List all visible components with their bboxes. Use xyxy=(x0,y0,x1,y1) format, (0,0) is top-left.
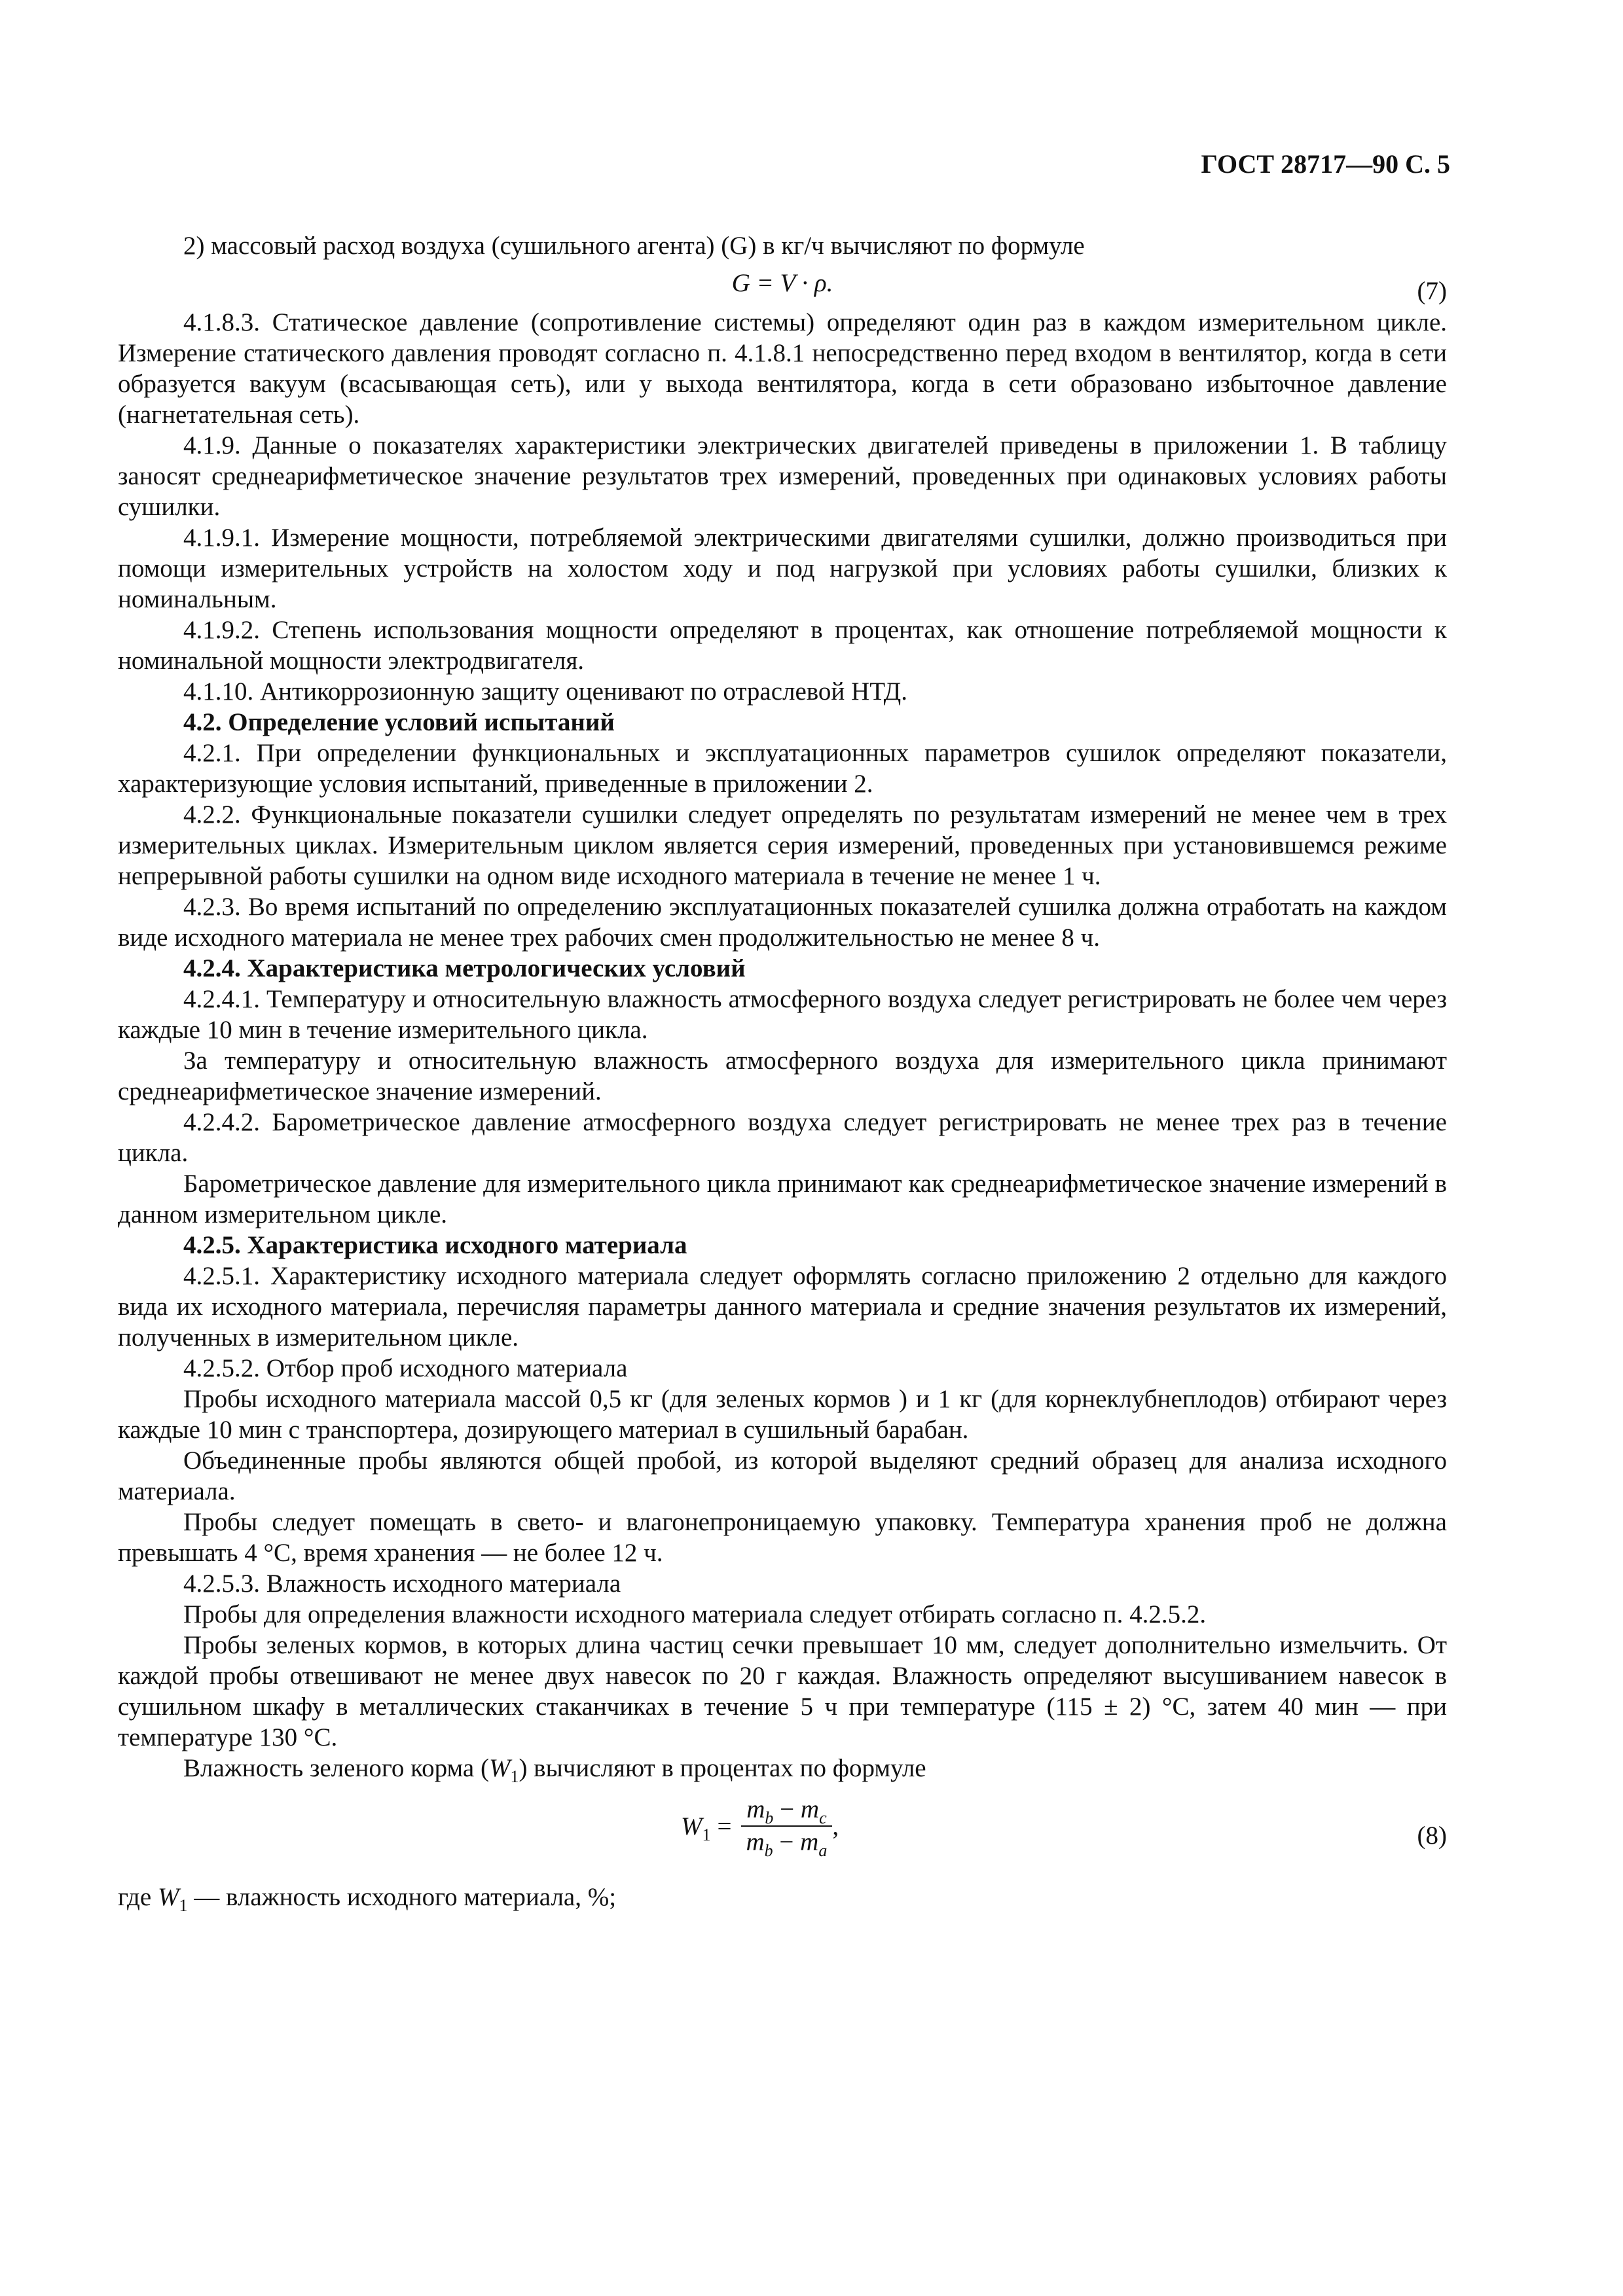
paragraph-4-2-5-1: 4.2.5.1. Характеристику исходного материала следует оформлять согласно приложению 2 отдельно для каждого вида их исходного материала, перечисляя параметры данного материала и средние значения результатов их измерений, полученных в измерительном цикле. xyxy=(118,1262,1447,1352)
paragraph-4-1-9-2: 4.1.9.2. Степень использования мощности определяют в процентах, как отношение потребляемой мощности к номинальной мощности электродвигателя. xyxy=(118,616,1447,675)
document-body xyxy=(118,230,1447,1915)
paragraph-4-2-5-3: 4.2.5.3. Влажность исходного материала xyxy=(183,1570,621,1598)
paragraph-4-1-9-1: 4.1.9.1. Измерение мощности, потребляемой электрическими двигателями сушилки, должно производиться при помощи измерительных устройств на холостом ходу и под нагрузкой при условиях работы сушилки, близких к номинальным. xyxy=(118,524,1447,613)
formula-7 xyxy=(118,261,1447,307)
paragraph-moisture-sampling: Пробы для определения влажности исходного материала следует отбирать согласно п. 4.2.5.2. xyxy=(183,1600,1207,1628)
formula-7-expression: G = V · ρ. xyxy=(731,269,833,297)
formula-8-fraction xyxy=(741,1794,833,1858)
variable-w: W xyxy=(488,1754,511,1782)
denominator-term-a: m xyxy=(746,1828,765,1856)
formula-8-expression xyxy=(681,1794,839,1858)
paragraph-4-2-5-2: 4.2.5.2. Отбор проб исходного материала xyxy=(183,1354,628,1382)
paragraph-4-2-4-2: 4.2.4.2. Барометрическое давление атмосферного воздуха следует регистрировать не менее трех раз в течение цикла. xyxy=(118,1108,1447,1167)
paragraph-sample-storage: Пробы следует помещать в свето- и влагонепроницаемую упаковку. Температура хранения проб не должна превышать 4 °С, время хранения — не более 12 ч. xyxy=(118,1508,1447,1567)
text-fragment: Влажность зеленого корма ( xyxy=(183,1754,489,1782)
paragraph-moisture-formula-intro xyxy=(118,1753,1447,1784)
paragraph-sample-mass: Пробы исходного материала массой 0,5 кг (для зеленых кормов ) и 1 кг (для корнеклубнеплодов) отбирают через каждые 10 мин с транспортера, дозирующего материал в сушильный барабан. xyxy=(118,1385,1447,1444)
paragraph-4-2-4-1: 4.2.4.1. Температуру и относительную влажность атмосферного воздуха следует регистрировать не более чем через каждые 10 мин в течение измерительного цикла. xyxy=(118,985,1447,1044)
paragraph-green-feed-drying: Пробы зеленых кормов, в которых длина частиц сечки превышает 10 мм, следует дополнительно измельчить. От каждой пробы отвешивают не менее двух навесок по 20 г каждая. Влажность определяют высушиванием навесок в сушильном шкафу в металлических стаканчиках в течение 5 ч при температуре (115 ± 2) °С, затем 40 мин — при температуре 130 °С. xyxy=(118,1631,1447,1751)
paragraph-4-2-1: 4.2.1. При определении функциональных и эксплуатационных параметров сушилок определяют показатели, характеризующие условия испытаний, приведенные в приложении 2. xyxy=(118,739,1447,798)
section-heading-4-2-4: 4.2.4. Характеристика метрологических условий xyxy=(183,954,746,982)
denominator-minus: − xyxy=(773,1828,801,1856)
denominator-term-b: m xyxy=(800,1828,819,1856)
paragraph-combined-samples: Объединенные пробы являются общей пробой, из которой выделяют средний образец для анализа исходного материала. xyxy=(118,1446,1447,1505)
paragraph-4-2-2: 4.2.2. Функциональные показатели сушилки следует определять по результатам измерений не менее чем в трех измерительных циклах. Измерительным циклом является серия измерений, проведенных при установившемся режиме непрерывной работы сушилки на одном виде исходного материала в течение не менее 1 ч. xyxy=(118,800,1447,890)
numerator-term-a: m xyxy=(746,1795,765,1823)
denominator-term-a-sub: b xyxy=(764,1840,773,1860)
paragraph-temperature-average: За температуру и относительную влажность атмосферного воздуха для измерительного цикла принимают среднеарифметическое значение измерений. xyxy=(118,1047,1447,1105)
formula-8-lhs-sub: 1 xyxy=(702,1825,711,1844)
paragraph-where-w1 xyxy=(118,1882,1447,1915)
numerator-term-b-sub: c xyxy=(819,1808,827,1827)
formula-8-comma: , xyxy=(832,1812,839,1840)
section-heading-4-2-5: 4.2.5. Характеристика исходного материала xyxy=(183,1231,687,1259)
document-header: ГОСТ 28717—90 С. 5 xyxy=(1201,149,1450,179)
formula-8-denominator xyxy=(741,1827,833,1858)
variable-w-subscript: 1 xyxy=(510,1767,519,1786)
variable-w-subscript: 1 xyxy=(179,1895,188,1915)
text-fragment: где xyxy=(118,1883,158,1911)
formula-8-equals: = xyxy=(717,1812,732,1840)
numerator-term-a-sub: b xyxy=(765,1808,774,1827)
formula-8-lhs-var: W xyxy=(681,1812,702,1840)
numerator-minus: − xyxy=(773,1795,801,1823)
text-fragment: ) вычисляют в процентах по формуле xyxy=(519,1754,926,1782)
denominator-term-b-sub: a xyxy=(818,1840,828,1860)
paragraph-pressure-average: Барометрическое давление для измерительного цикла принимают как среднеарифметическое значение измерений в данном измерительном цикле. xyxy=(118,1170,1447,1229)
text-fragment: — влажность исходного материала, %; xyxy=(187,1883,617,1911)
formula-7-number: (7) xyxy=(1417,277,1447,305)
variable-w: W xyxy=(157,1883,179,1911)
formula-8-number: (8) xyxy=(1417,1821,1447,1850)
paragraph-4-1-8-3: 4.1.8.3. Статическое давление (сопротивление системы) определяют один раз в каждом измерительном цикле. Измерение статического давления проводят согласно п. 4.1.8.1 непосредственно перед входом в вентилятор, когда в сети образуется вакуум (всасывающая сеть), или у выхода вентилятора, когда в сети образовано избыточное давление (нагнетательная сеть). xyxy=(118,308,1447,429)
formula-8 xyxy=(118,1784,1447,1882)
formula-8-lhs xyxy=(681,1811,711,1842)
paragraph-4-2-3: 4.2.3. Во время испытаний по определению эксплуатационных показателей сушилка должна отработать на каждом виде исходного материала не менее трех рабочих смен продолжительностью не менее 8 ч. xyxy=(118,893,1447,952)
section-heading-4-2: 4.2. Определение условий испытаний xyxy=(183,708,615,736)
formula-8-numerator xyxy=(741,1794,831,1827)
paragraph-4-1-9: 4.1.9. Данные о показателях характеристики электрических двигателей приведены в приложении 1. В таблицу заносят среднеарифметическое значение результатов трех измерений, проведенных при одинаковых условиях работы сушилки. xyxy=(118,431,1447,521)
paragraph-4-1-10: 4.1.10. Антикоррозионную защиту оценивают по отраслевой НТД. xyxy=(183,677,907,706)
numerator-term-b: m xyxy=(800,1795,820,1823)
paragraph-mass-flow: 2) массовый расход воздуха (сушильного агента) (G) в кг/ч вычисляют по формуле xyxy=(183,232,1085,260)
